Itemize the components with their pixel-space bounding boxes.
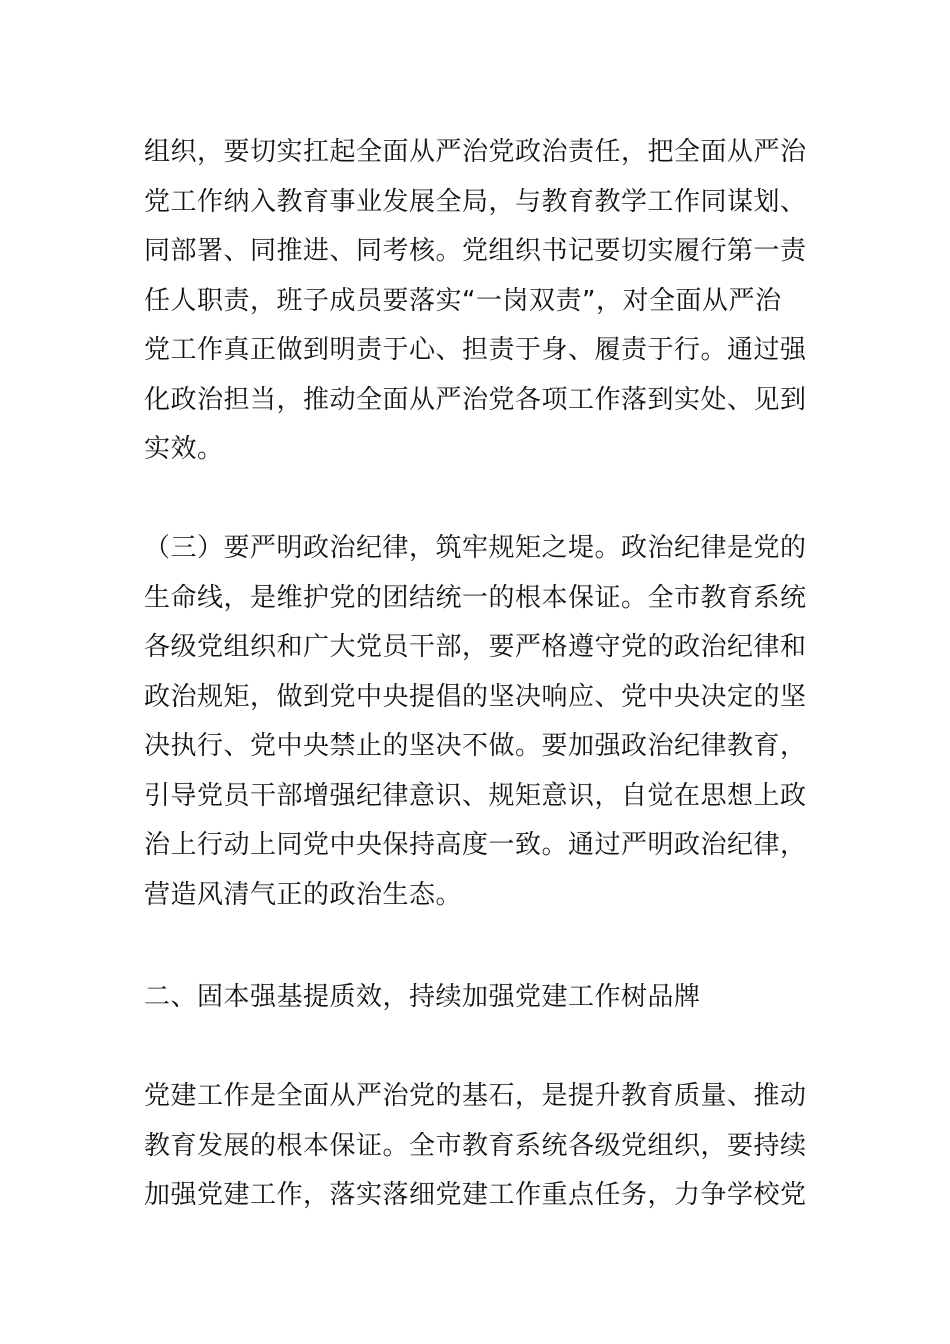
text-line: 党工作纳入教育事业发展全局，与教育教学工作同谋划、 [144,186,807,217]
text-line: 加强党建工作，落实落细党建工作重点任务，力争学校党 [144,1180,807,1210]
heading-text: 二、固本强基提质效，持续加强党建工作树品牌 [144,982,701,1012]
text-line: 党建工作是全面从严治党的基石，是提升教育质量、推动 [144,1081,807,1111]
text-line: 实效。 [144,434,224,464]
paragraph-political-discipline [144,524,824,920]
text-line: 任人职责，班子成员要落实“一岗双责”，对全面从严治 [144,285,782,316]
section-heading [144,973,824,1023]
text-line: 引导党员干部增强纪律意识、规矩意识，自觉在思想上政 [144,780,807,811]
text-line: 营造风清气正的政治生态。 [144,879,463,910]
paragraph-party-building [144,1072,824,1221]
text-line: 政治规矩，做到党中央提倡的坚决响应、党中央决定的坚 [144,681,807,712]
text-line: 党工作真正做到明责于心、担责于身、履责于行。通过强 [144,335,807,365]
text-line: 各级党组织和广大党员干部，要严格遵守党的政治纪律和 [144,632,807,662]
text-line: 生命线，是维护党的团结统一的根本保证。全市教育系统 [144,582,807,613]
text-line: 教育发展的根本保证。全市教育系统各级党组织，要持续 [144,1130,807,1161]
text-line: （三）要严明政治纪律，筑牢规矩之堤。政治纪律是党的 [144,533,807,563]
text-line: 同部署、同推进、同考核。党组织书记要切实履行第一责 [144,236,807,266]
text-line: 决执行、党中央禁止的坚决不做。要加强政治纪律教育， [144,731,807,761]
text-line: 组织，要切实扛起全面从严治党政治责任，把全面从严治 [144,137,807,167]
paragraph-responsibility [144,128,824,475]
text-line: 化政治担当，推动全面从严治党各项工作落到实处、见到 [144,384,807,415]
text-line: 治上行动上同党中央保持高度一致。通过严明政治纪律， [144,830,807,860]
